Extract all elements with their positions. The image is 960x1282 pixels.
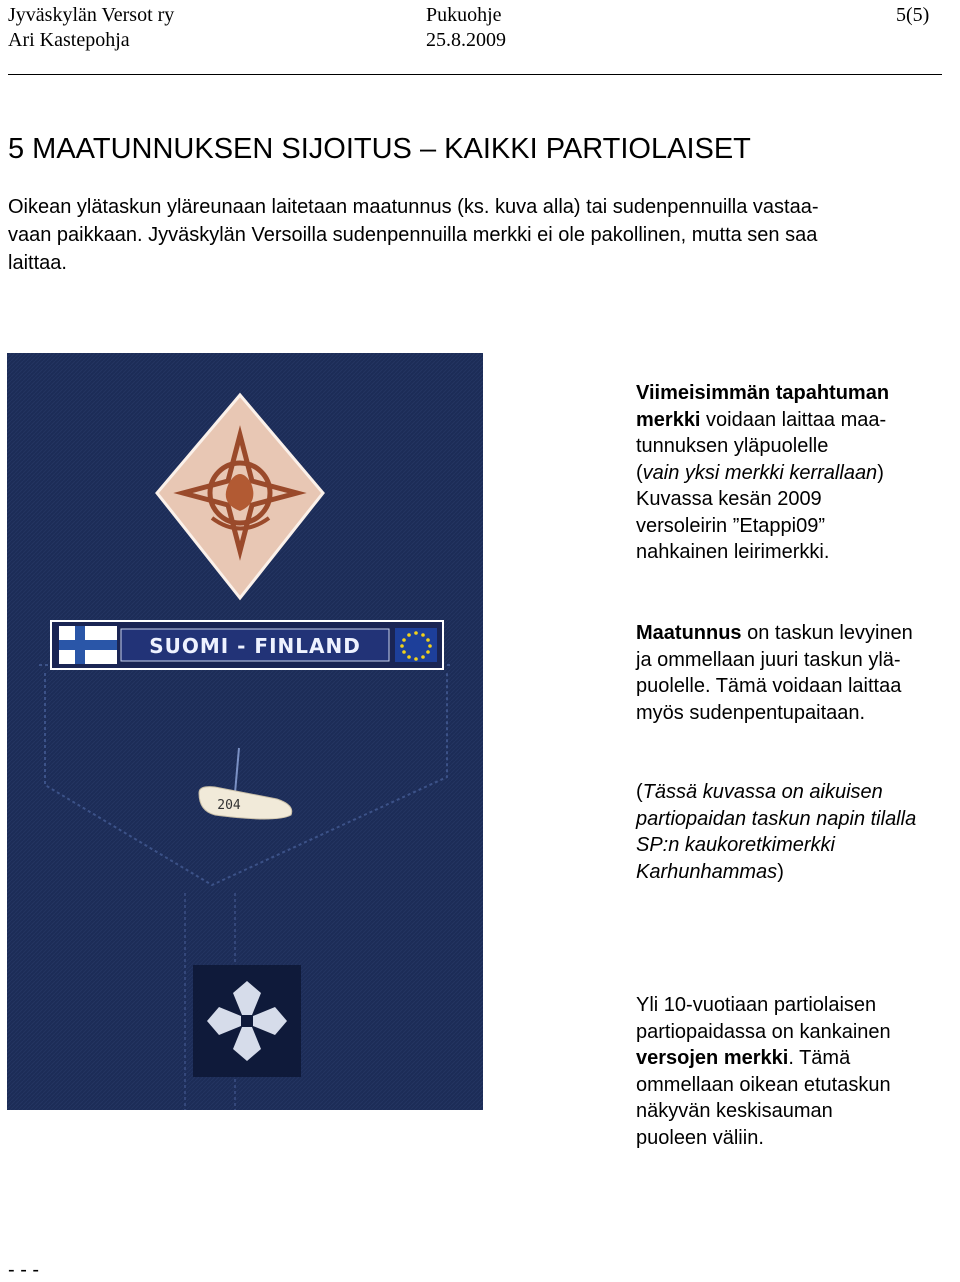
caption-bold: Viimeisimmän tapahtuman xyxy=(636,382,890,404)
header-page-number: 5(5) xyxy=(896,4,930,26)
section-intro xyxy=(8,193,952,277)
header-org: Jyväskylän Versot ry xyxy=(8,4,175,26)
caption-bold: versojen merkki xyxy=(636,1047,789,1069)
header-doc-title: Pukuohje xyxy=(426,4,502,26)
section-title: 5 MAATUNNUKSEN SIJOITUS – KAIKKI PARTIOLAISET xyxy=(8,133,751,165)
intro-line: laittaa. xyxy=(8,252,67,274)
caption-bold: Maatunnus xyxy=(636,622,742,644)
header-rule xyxy=(8,74,942,75)
caption-bear-tooth: (Tässä kuvassa on aikuisen partiopaidan taskun napin tilalla SP:n kaukoretkimerkki Karhunhammas) xyxy=(636,781,917,883)
intro-line: Oikean ylätaskun yläreunaan laitetaan maatunnus (ks. kuva alla) tai sudenpennuilla vastaa- xyxy=(8,196,819,218)
header-date: 25.8.2009 xyxy=(426,29,506,51)
caption-camp-badge: Viimeisimmän tapahtuman merkki voidaan laittaa maa- tunnuksen yläpuolelle (vain yksi merkki kerrallaan) Kuvassa kesän 2009 versoleirin ”Etappi09” nahkainen leirimerkki. xyxy=(636,382,890,563)
caption-country-patch: Maatunnus on taskun levyinen ja ommellaan juuri taskun ylä- puolelle. Tämä voidaan laittaa myös sudenpentupaitaan. xyxy=(636,622,913,724)
header-author: Ari Kastepohja xyxy=(8,29,130,51)
caption-versot-badge: Yli 10-vuotiaan partiolaisen partiopaidassa on kankainen versojen merkki. Tämä ommellaan oikean etutaskun näkyvän keskisauman puoleen väliin. xyxy=(636,994,891,1149)
intro-line: vaan paikkaan. Jyväskylän Versoilla sudenpennuilla merkki ei ole pakollinen, mutta sen saa xyxy=(8,224,818,246)
tooth-label: 204 xyxy=(217,798,241,813)
shirt-photo xyxy=(7,353,483,1110)
caption-bold: merkki xyxy=(636,408,701,431)
versot-cross-badge xyxy=(193,965,301,1077)
country-patch xyxy=(51,621,443,669)
footer-marker: - - - xyxy=(8,1259,40,1281)
patch-text: SUOMI - FINLAND xyxy=(149,634,361,658)
